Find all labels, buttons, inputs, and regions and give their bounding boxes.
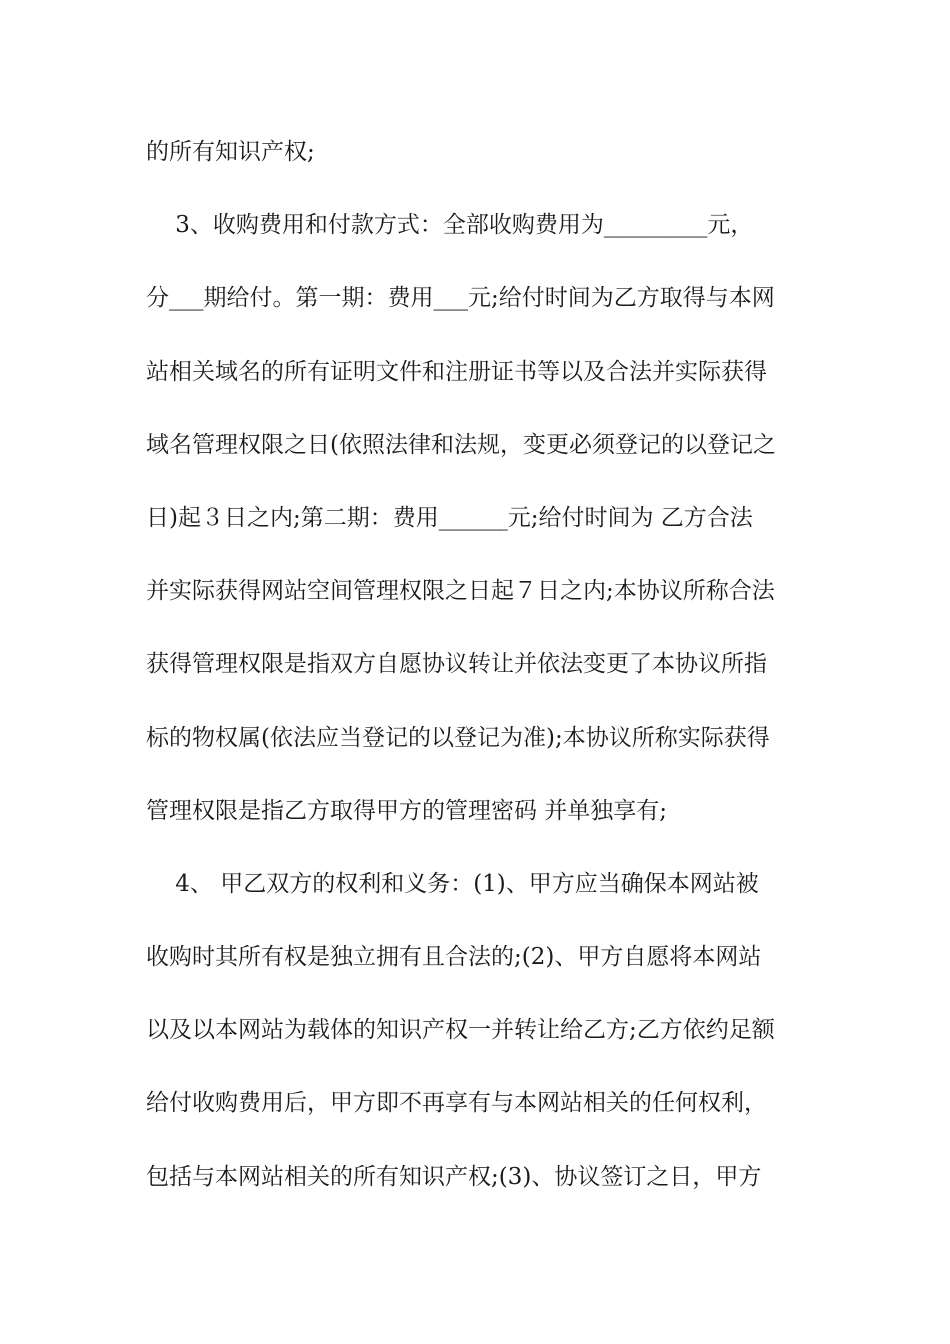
text-line: 获得管理权限是指双方自愿协议转让并依法变更了本协议所指	[146, 651, 767, 678]
text-line: 给付收购费用后，甲方即不再享有与本网站相关的任何权利，	[146, 1090, 767, 1117]
text-line: 以及以本网站为载体的知识产权一并转让给乙方;乙方依约足额	[146, 1017, 775, 1044]
text-line: 4、 甲乙双方的权利和义务：(1)、甲方应当确保本网站被	[146, 870, 759, 897]
text-line: 分___期给付。第一期：费用___元;给付时间为乙方取得与本网	[146, 285, 775, 312]
text-line: 3、收购费用和付款方式：全部收购费用为_________元，	[146, 212, 754, 239]
document-body	[146, 130, 806, 1228]
text-line: 日)起３日之内;第二期：费用______元;给付时间为 乙方合法	[146, 504, 753, 531]
text-line: 并实际获得网站空间管理权限之日起７日之内;本协议所称合法	[146, 578, 775, 605]
text-line: 管理权限是指乙方取得甲方的管理密码 并单独享有;	[146, 797, 668, 824]
text-line: 标的物权属(依法应当登记的以登记为准);本协议所称实际获得	[146, 724, 770, 751]
text-line: 收购时其所有权是独立拥有且合法的;(2)、甲方自愿将本网站	[146, 944, 762, 971]
text-line: 的所有知识产权;	[146, 139, 315, 165]
text-line: 包括与本网站相关的所有知识产权;(3)、协议签订之日，甲方	[146, 1163, 762, 1190]
text-line: 站相关域名的所有证明文件和注册证书等以及合法并实际获得	[146, 358, 767, 385]
text-line: 域名管理权限之日(依照法律和法规，变更必须登记的以登记之	[146, 431, 776, 458]
